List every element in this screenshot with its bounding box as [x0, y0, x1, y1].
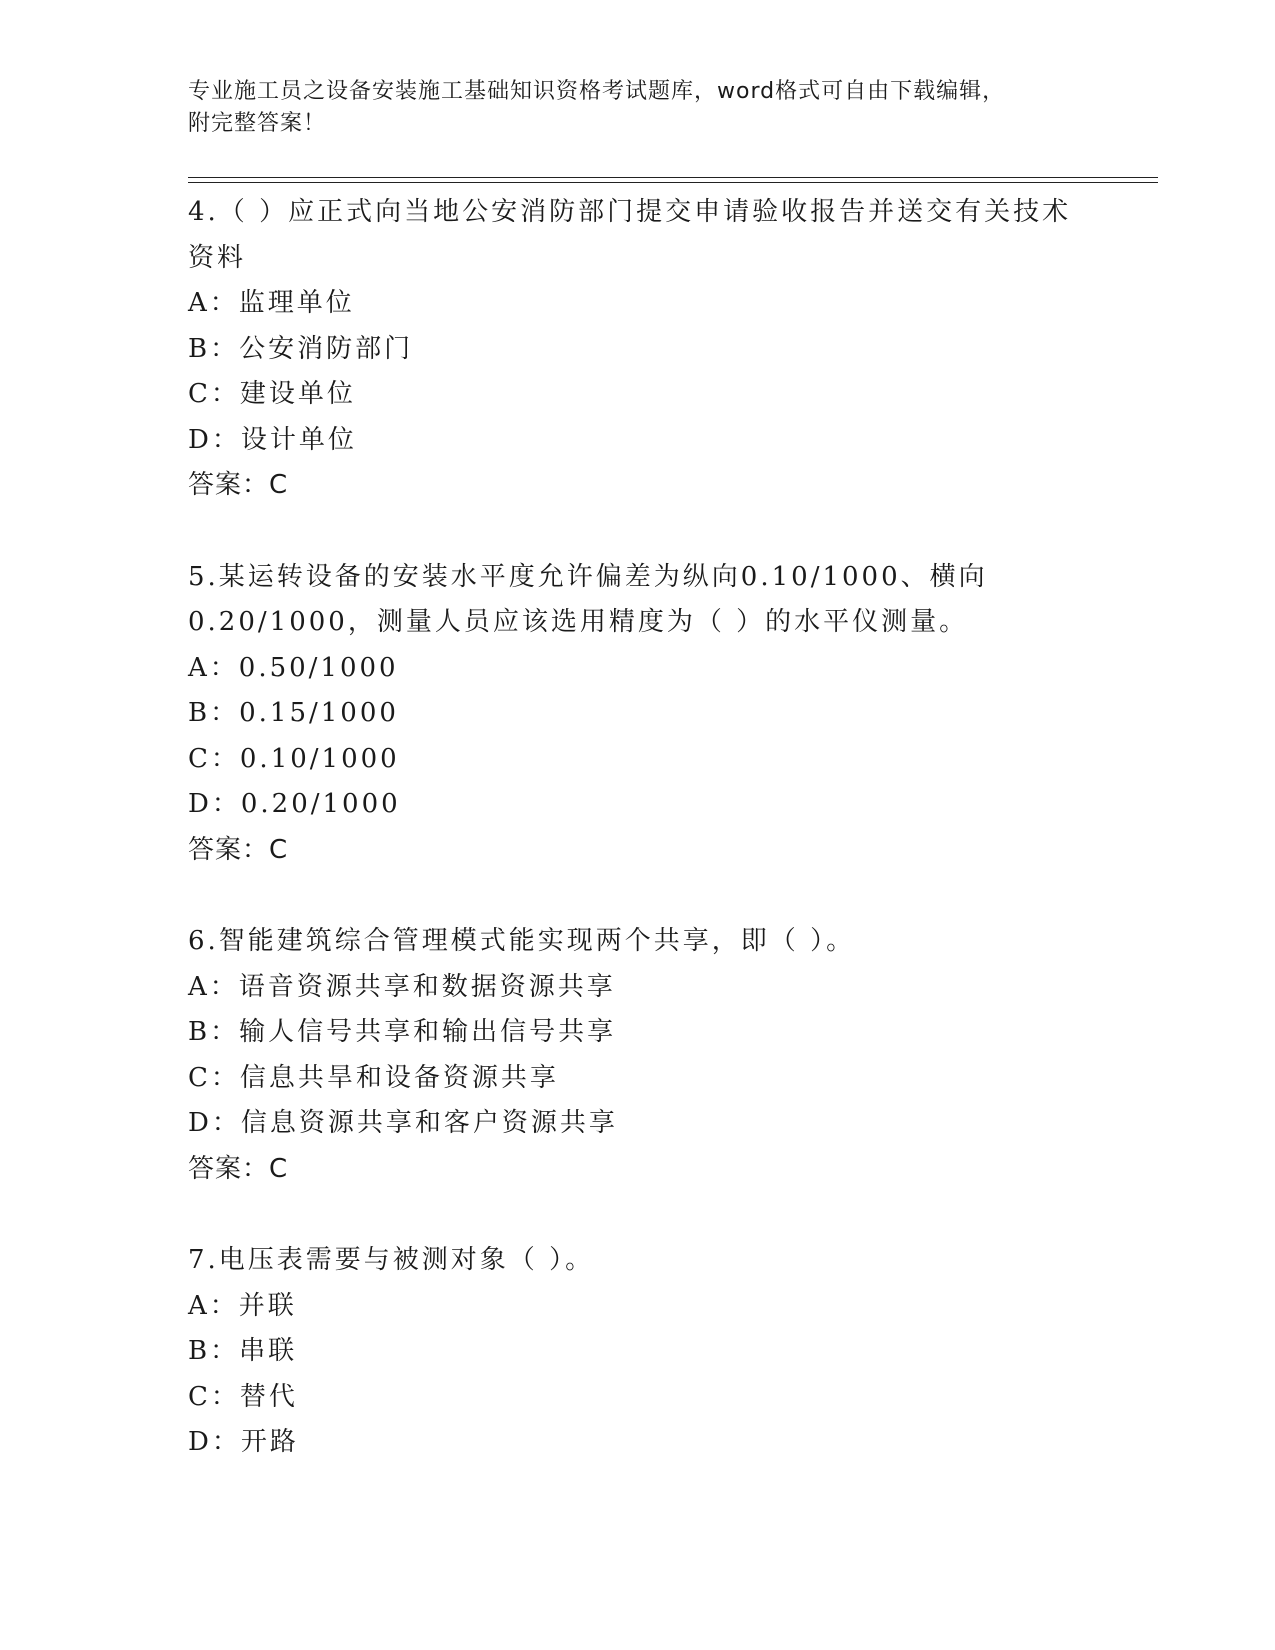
header-divider-bottom — [188, 182, 1158, 183]
option-b: B：公安消防部门 — [188, 333, 414, 364]
option-d: D：信息资源共享和客户资源共享 — [188, 1108, 618, 1138]
question-6 — [188, 919, 1108, 1192]
option-a: A：监理单位 — [188, 288, 355, 318]
option-c: C：0.10/1000 — [188, 743, 400, 774]
option-c: C：建设单位 — [188, 379, 356, 409]
option-d: D：开路 — [188, 1427, 299, 1457]
question-stem: 7.电压表需要与被测对象（ ）。 — [188, 1245, 595, 1275]
option-a: A：并联 — [188, 1290, 297, 1321]
option-b: B：0.15/1000 — [188, 698, 399, 728]
option-c: C：信息共旱和设备资源共享 — [188, 1062, 559, 1093]
answer: 答案：C — [188, 470, 289, 500]
question-stem: 5.某运转设备的安装水平度允许偏差为纵向0.10/1000、横向 — [188, 561, 988, 592]
answer: 答案：C — [188, 1153, 289, 1184]
header-divider-top — [188, 177, 1158, 178]
document-header — [188, 76, 1088, 140]
option-a: A：语音资源共享和数据资源共享 — [188, 971, 616, 1002]
option-c: C：替代 — [188, 1381, 298, 1412]
question-7 — [188, 1238, 1108, 1466]
question-list — [188, 190, 1108, 1512]
question-stem: 0.20/1000，测量人员应该选用精度为（ ）的水平仪测量。 — [188, 607, 969, 637]
option-d: D：0.20/1000 — [188, 789, 401, 819]
option-b: B：输人信号共享和输出信号共享 — [188, 1017, 617, 1047]
header-line-1: 专业施工员之设备安装施工基础知识资格考试题库，word格式可自由下载编辑， — [188, 79, 1006, 104]
option-a: A：0.50/1000 — [188, 652, 399, 683]
question-4 — [188, 190, 1108, 509]
question-stem: 资料 — [188, 242, 247, 273]
question-5 — [188, 555, 1108, 874]
answer: 答案：C — [188, 834, 289, 865]
header-line-2: 附完整答案！ — [188, 111, 327, 136]
question-stem: 6.智能建筑综合管理模式能实现两个共享，即（ ）。 — [188, 926, 856, 956]
option-d: D：设计单位 — [188, 424, 357, 455]
option-b: B：串联 — [188, 1336, 298, 1366]
question-stem: 4.（ ）应正式向当地公安消防部门提交申请验收报告并送交有关技术 — [188, 197, 1072, 227]
